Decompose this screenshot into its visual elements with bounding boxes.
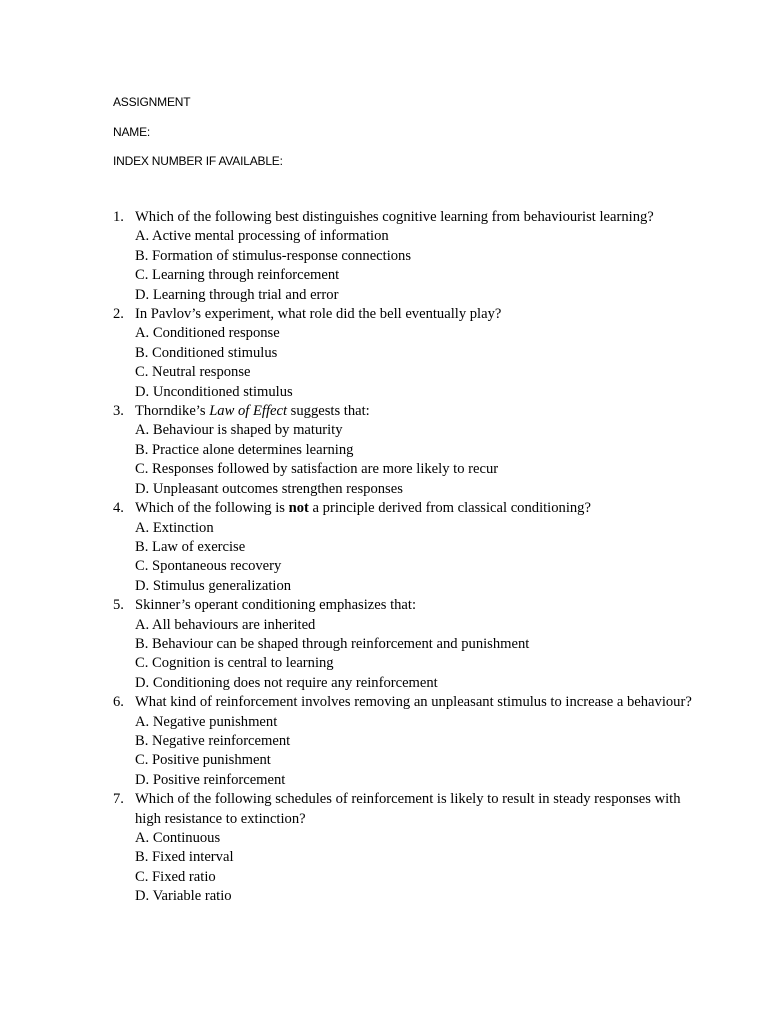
question-stem-text: Which of the following best distinguishes cognitive learning from behaviourist learning? xyxy=(135,209,654,225)
answer-option: D. Unconditioned stimulus xyxy=(135,383,293,400)
answer-option: C. Fixed ratio xyxy=(135,868,216,885)
answer-option: D. Unpleasant outcomes strengthen responses xyxy=(135,480,403,497)
question-number: 3. xyxy=(113,403,124,420)
answer-option: A. Conditioned response xyxy=(135,325,280,342)
answer-option: C. Responses followed by satisfaction are more likely to recur xyxy=(135,461,499,478)
answer-option: D. Learning through trial and error xyxy=(135,286,339,303)
question-stem-text: Thorndike’s xyxy=(135,403,210,420)
question-stem-text: What kind of reinforcement involves removing an unpleasant stimulus to increase a behaviour? xyxy=(135,694,692,711)
answer-option: C. Neutral response xyxy=(135,364,251,381)
answer-option: C. Learning through reinforcement xyxy=(135,267,340,284)
question-stem-text: Law of Effect xyxy=(209,403,288,420)
question-stem-text: Which of the following schedules of reinforcement is likely to result in steady responses with high resistance to extinction? xyxy=(135,791,681,827)
question-item xyxy=(113,693,693,790)
answer-option: A. Extinction xyxy=(135,519,214,536)
question-number: 6. xyxy=(113,694,124,711)
answer-option: A. Behaviour is shaped by maturity xyxy=(135,422,343,439)
question-stem xyxy=(135,596,693,615)
answer-option: A. All behaviours are inherited xyxy=(135,616,316,633)
answer-option: D. Stimulus generalization xyxy=(135,577,292,594)
question-stem-text: Skinner’s operant conditioning emphasizes that: xyxy=(135,597,417,614)
question-stem xyxy=(135,208,693,227)
question-stem xyxy=(135,790,693,829)
answer-option: D. Conditioning does not require any reinforcement xyxy=(135,674,438,691)
answer-option: A. Continuous xyxy=(135,830,221,846)
question-stem-text: a principle derived from classical conditioning? xyxy=(308,500,591,517)
question-number: 5. xyxy=(113,597,124,614)
answer-option: C. Spontaneous recovery xyxy=(135,558,282,575)
question-stem xyxy=(135,499,693,518)
question-number: 2. xyxy=(113,306,124,323)
answer-option: B. Law of exercise xyxy=(135,538,246,555)
answer-option: C. Positive punishment xyxy=(135,752,271,769)
question-stem-text: In Pavlov’s experiment, what role did the bell eventually play? xyxy=(135,306,502,323)
answer-option: B. Conditioned stimulus xyxy=(135,344,278,361)
answer-option: A. Negative punishment xyxy=(135,713,278,730)
question-stem-text: Which of the following is xyxy=(135,500,289,517)
question-item xyxy=(113,596,693,693)
question-item xyxy=(113,305,693,402)
question-number: 4. xyxy=(113,500,124,517)
answer-option: A. Active mental processing of information xyxy=(135,228,389,245)
answer-option: C. Cognition is central to learning xyxy=(135,655,334,672)
answer-option: D. Variable ratio xyxy=(135,888,232,905)
question-item xyxy=(113,208,693,305)
answer-option: B. Fixed interval xyxy=(135,849,234,866)
name-label: NAME: xyxy=(113,124,151,139)
answer-option: B. Formation of stimulus-response connections xyxy=(135,247,412,264)
question-stem xyxy=(135,305,693,324)
question-stem xyxy=(135,402,693,421)
question-number: 7. xyxy=(113,791,124,808)
question-item xyxy=(113,790,693,906)
question-stem-text: suggests that: xyxy=(287,403,370,420)
answer-option: D. Positive reinforcement xyxy=(135,771,286,788)
answer-option: B. Behaviour can be shaped through reinforcement and punishment xyxy=(135,635,530,652)
index-number-label: INDEX NUMBER IF AVAILABLE: xyxy=(113,154,283,168)
question-number: 1. xyxy=(113,209,124,225)
answer-option: B. Negative reinforcement xyxy=(135,732,291,749)
answer-option: B. Practice alone determines learning xyxy=(135,441,354,458)
assignment-header xyxy=(113,94,283,183)
assignment-title: ASSIGNMENT xyxy=(113,95,191,109)
question-item xyxy=(113,499,693,596)
question-list xyxy=(113,208,693,907)
question-stem-text: not xyxy=(288,500,309,517)
question-item xyxy=(113,402,693,499)
question-stem xyxy=(135,693,693,712)
